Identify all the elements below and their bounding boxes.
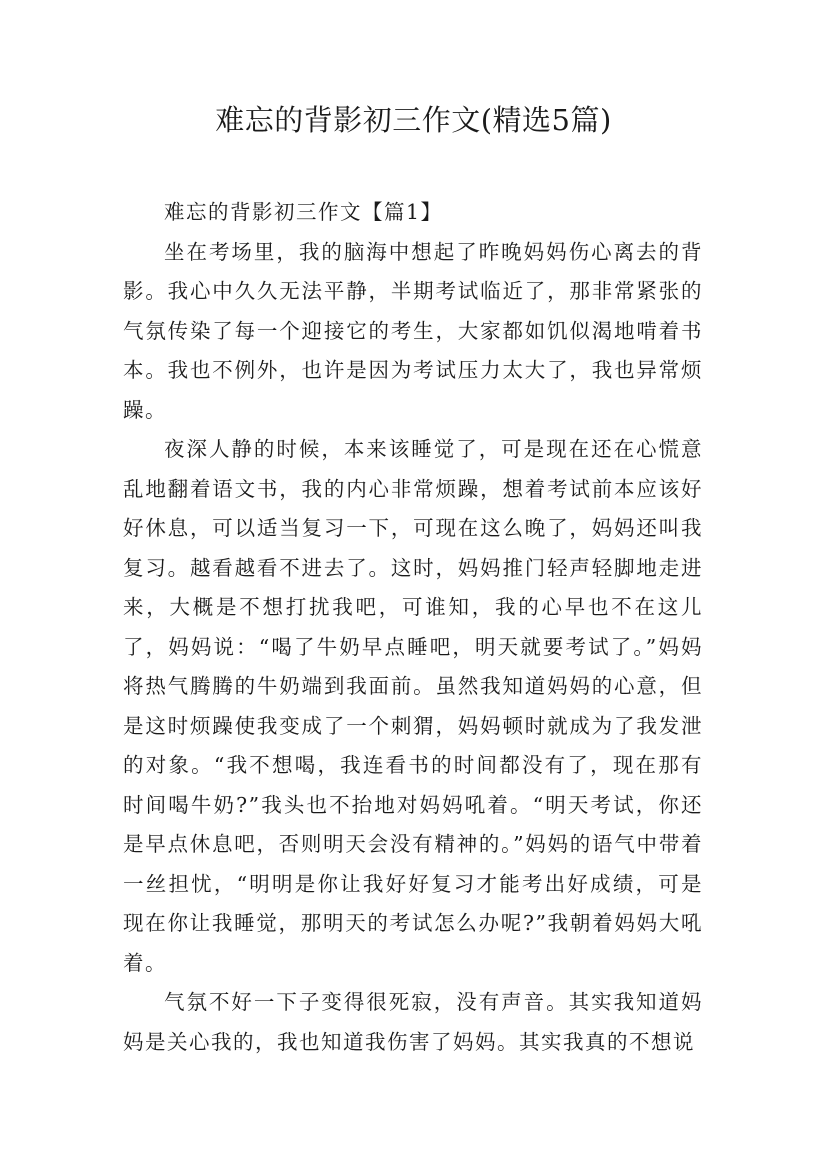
paragraph-3: 气氛不好一下子变得很死寂，没有声音。其实我知道妈妈是关心我的，我也知道我伤害了妈妈。其实我真的不想说 bbox=[123, 990, 703, 1054]
section-heading: 难忘的背影初三作文【篇1】 bbox=[164, 200, 443, 224]
document-body bbox=[123, 193, 703, 1062]
document-title: 难忘的背影初三作文(精选5篇) bbox=[215, 103, 612, 137]
paragraph-1: 坐在考场里，我的脑海中想起了昨晚妈妈伤心离去的背影。我心中久久无法平静，半期考试临近了，那非常紧张的气氛传染了每一个迎接它的考生，大家都如饥似渴地啃着书本。我也不例外，也许是因为考试压力太大了，我也异常烦躁。 bbox=[123, 239, 703, 422]
paragraph-2: 夜深人静的时候，本来该睡觉了，可是现在还在心慌意乱地翻着语文书，我的内心非常烦躁，想着考试前本应该好好休息，可以适当复习一下，可现在这么晚了，妈妈还叫我复习。越看越看不进去了。这时，妈妈推门轻声轻脚地走进来，大概是不想打扰我吧，可谁知，我的心早也不在这儿了，妈妈说：“喝了牛奶早点睡吧，明天就要考试了。”妈妈将热气腾腾的牛奶端到我面前。虽然我知道妈妈的心意，但是这时烦躁使我变成了一个刺猬，妈妈顿时就成为了我发泄的对象。“我不想喝，我连看书的时间都没有了，现在那有时间喝牛奶?”我头也不抬地对妈妈吼着。“明天考试，你还是早点休息吧，否则明天会没有精神的。”妈妈的语气中带着一丝担忧，“明明是你让我好好复习才能考出好成绩，可是现在你让我睡觉，那明天的考试怎么办呢?”我朝着妈妈大吼着。 bbox=[123, 437, 703, 975]
